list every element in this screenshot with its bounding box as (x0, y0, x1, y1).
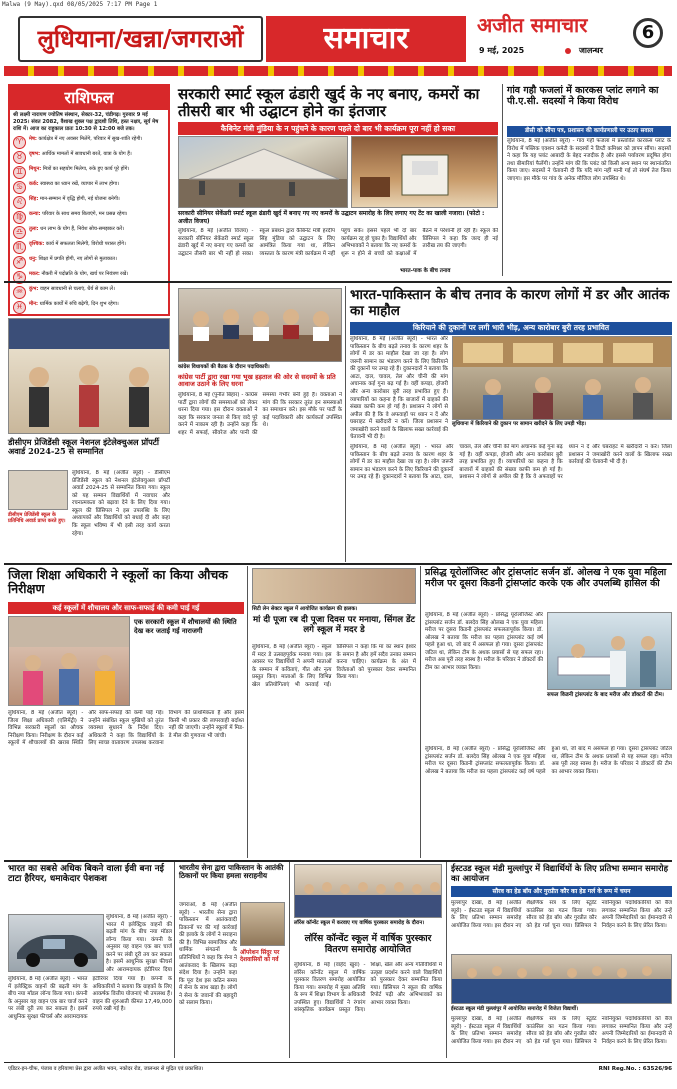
headline-mothers-day: मां दी पूजा रब दी पूजा दिवस पर मनाया, सिंगल डेंट लगे स्कूल में मदर डे (253, 615, 415, 635)
separator-dot-icon (565, 48, 571, 54)
zodiac-sign-icon: ♓ (13, 301, 26, 314)
caption-surgeon: सफल किडनी ट्रांसप्लांट के बाद मरीज और डॉक्टरों की टीम। (547, 692, 664, 698)
caption-indpak: लुधियाना में किरियाने की दुकान पर सामान खरीदने के लिए उमड़ी भीड़। (452, 421, 587, 427)
column-rule-5 (174, 862, 175, 1058)
body-council-a: मुल्लांपुर दाखा, 8 मई (अजीत ब्यूरो) - ईस्टउड स्कूल में विद्यार्थियों के लिए प्रतिभा सम्मान समारोह आयोजित किया गया। इस दौरान नए शैक्षणिक सत्र के लिए स्टूडेंट काउंसिल का गठन किया गया। सौरव को हेड बॉय और गुरप्रीत कौर को हेड गर्ल चुना गया। प्रिंसिपल ने नवनियुक्त पदाधिकारियों को बैज लगाकर सम्मानित किया और उन्हें अपनी जिम्मेदारियों का ईमानदारी से निर्वहन करने के लिए प्रेरित किया। (451, 900, 672, 929)
zodiac-forecast: आर्थिक मामलों में सावधानी बरतें, यात्रा के योग हैं। (41, 151, 132, 158)
headline-fazilka: गांव गहौ फजलां में कारकस प्लांट लगाने का पी.ए.सी. सदस्यों ने किया विरोध (507, 85, 659, 107)
section-title-box (18, 16, 263, 62)
subhead-deo: कई स्कूलों में शौचालय और साफ-सफाई की कमी पाई गई (8, 602, 244, 614)
zodiac-name: मकर: (29, 271, 40, 278)
horoscope-title: राशिफल (10, 86, 168, 110)
body-award: लुधियाना, 8 मई (अजीत ब्यूरो) - डीसीएम प्रेजिडेंसी स्कूल को नेशनल इंटेलेक्चुअल प्रॉपर्टी अवार्ड 2024-25 से सम्मानित किया गया। स्कूल को यह सम्मान विद्यार्थियों में नवाचार और रचनात्मकता को बढ़ावा देने के लिए दिया गया। स्कूल की प्रिंसिपल ने इस उपलब्धि के लिए अध्यापकों और विद्यार्थियों को बधाई दी और कहा कि स्कूल भविष्य में भी इसी तरह कार्य करता रहेगा। (72, 470, 170, 537)
column-rule-4 (420, 566, 421, 858)
body-meeting: लुधियाना, 8 मई (पुनीत बिहार) - कांग्रेस पार्टी द्वारा लोगों की समस्याओं को लेकर धरना दिया गया। इस दौरान वक्ताओं ने कहा कि सरकार जनता से किए वादे पूरे करने में नाकाम रही है। उन्होंने कहा कि शहर में सफाई, सीवरेज और पानी की समस्या गंभीर बनी हुई है। वक्ताओं ने मांग की कि सरकार तुरंत इन समस्याओं का समाधान करे। इस मौके पर पार्टी के कई पदाधिकारी और कार्यकर्ता उपस्थित थे। (178, 392, 342, 436)
classroom-photo-icon (352, 137, 498, 208)
print-slug: Malwa (9 May).qxd 08/05/2025 7:17 PM Page 1 (2, 1, 158, 8)
horizontal-rule-2 (4, 563, 672, 565)
subhead-fazilka: डीसी को सौंपा पत्र, प्रशासन की कार्यप्रणाली पर उठाए सवाल (507, 126, 671, 137)
zodiac-text (29, 166, 129, 173)
zodiac-forecast: कार्यक्षेत्र में नए अवसर मिलेंगे, परिवार में सुख-शांति रहेगी। (38, 136, 143, 143)
photo-award-ceremony (8, 318, 170, 434)
headline-meeting: कांग्रेस पार्टी द्वारा रखा गया भूख हड़ताल की ओर से सदस्यों के प्रति आवाज उठाने के लिए धरना (178, 373, 336, 389)
headline-deo: जिला शिक्षा अधिकारी ने स्कूलों का किया औचक निरीक्षण (8, 567, 228, 597)
headline-award: डीसीएम प्रेजिडेंसी स्कूल नेशनल इंटेलेक्चुअल प्रॉपर्टी अवार्ड 2024-25 से सम्मानित (8, 437, 160, 457)
group-photo-icon (295, 865, 442, 918)
photo-school-room (351, 136, 498, 208)
zodiac-row (10, 300, 168, 315)
zodiac-sign-icon: ♐ (13, 256, 26, 269)
zodiac-row (10, 285, 168, 300)
zodiac-row (10, 210, 168, 225)
body-surgeon-b: लुधियाना, 8 मई (अजीत ब्यूरो) - प्रसिद्ध यूरोलॉजिस्ट और ट्रांसप्लांट सर्जन डॉ. बलदेव सिंह ओलख ने एक युवा महिला मरीज पर दूसरा किडनी ट्रांसप्लांट सफलतापूर्वक किया। डॉ. ओलख ने बताया कि मरीज का पहला ट्रांसप्लांट कई वर्ष पहले हुआ था, जो बाद में असफल हो गया। दूसरा ट्रांसप्लांट जटिल था, लेकिन टीम के अथक प्रयासों से यह सफल रहा। मरीज अब पूरी तरह स्वस्थ है। मरीज के परिवार ने डॉक्टरों की टीम का आभार व्यक्त किया। (425, 746, 672, 775)
highlight-army: ऑपरेशन सिंदूर पर देशवासियों को गर्व (240, 950, 280, 964)
zodiac-forecast: कार्य में सफलता मिलेगी, विरोधी परास्त होंगे। (45, 241, 126, 248)
body-fazilka: लुधियाना, 8 मई (अजीत ब्यूरो) - गांव गहौ फजलां में प्रस्तावित कारकस प्लांट के विरोध में पब्लिक एक्शन कमेटी के सदस्यों ने डिप्टी कमिश्नर को ज्ञापन सौंपा। सदस्यों ने कहा कि यह प्लांट आबादी के बेहद नजदीक है और इससे पर्यावरण प्रदूषित होगा तथा बीमारियां फैलेंगी। उन्होंने मांग की कि प्लांट को किसी अन्य स्थान पर स्थानांतरित किया जाए। सदस्यों ने चेतावनी दी कि यदि मांग नहीं मानी गई तो संघर्ष तेज किया जाएगा। इस मौके पर गांव के अनेक मौजिज लोग उपस्थित थे। (507, 138, 671, 182)
zodiac-row (10, 135, 168, 150)
headline-surgeon: प्रसिद्ध यूरोलॉजिस्ट और ट्रांसप्लांट सर्जन डॉ. ओलख ने एक युवा महिला मरीज पर दूसरा किडनी ट्रांसप्लांट करके एक और उपलब्धि हासिल की (425, 567, 667, 589)
photo-meeting (178, 288, 342, 362)
photo-army-person (240, 902, 285, 946)
body-mothers-day: लुधियाना, 8 मई (अजीत ब्यूरो) - स्कूल में मदर डे उत्साहपूर्वक मनाया गया। इस अवसर पर विद्यार्थियों ने अपनी माताओं के सम्मान में कविताएं, गीत और नृत्य प्रस्तुत किए। माताओं के लिए विभिन्न खेल प्रतियोगिताएं भी करवाई गईं। प्रिंसिपल ने कहा कि मां का स्थान ईश्वर के समान है और हमें सदैव उनका सम्मान करना चाहिए। कार्यक्रम के अंत में विजेताओं को पुरस्कार देकर सम्मानित किया गया। (252, 644, 416, 688)
zodiac-forecast: मान-सम्मान में वृद्धि होगी, नई योजना बनेगी। (39, 196, 120, 203)
column-rule-2 (345, 286, 346, 562)
headline-convent: लॉरेंस कॉन्वेंट स्कूल में वार्षिक पुरस्कार वितरण समारोह आयोजित (304, 933, 432, 955)
zodiac-text (29, 241, 126, 248)
photo-school-tent (178, 136, 348, 208)
zodiac-row (10, 255, 168, 270)
zodiac-row (10, 195, 168, 210)
zodiac-name: मिथुन: (29, 166, 42, 173)
car-icon (9, 915, 104, 972)
students-photo-icon (452, 955, 672, 1004)
zodiac-sign-icon: ♈ (13, 136, 26, 149)
zodiac-text (29, 196, 120, 203)
section-title: लुधियाना/खन्ना/जगराओं (37, 23, 244, 53)
footer-registration: RNI Reg.No. : 63526/96 (598, 1066, 672, 1072)
body-council-b: मुल्लांपुर दाखा, 8 मई (अजीत ब्यूरो) - ईस्टउड स्कूल में विद्यार्थियों के लिए प्रतिभा सम्मान समारोह आयोजित किया गया। इस दौरान नए शैक्षणिक सत्र के लिए स्टूडेंट काउंसिल का गठन किया गया। सौरव को हेड बॉय और गुरप्रीत कौर को हेड गर्ल चुना गया। प्रिंसिपल ने नवनियुक्त पदाधिकारियों को बैज लगाकर सम्मानित किया और उन्हें अपनी जिम्मेदारियों का ईमानदारी से निर्वहन करने के लिए प्रेरित किया। (451, 1016, 672, 1045)
byline-school: भारत-पाक के बीच तनाव (400, 268, 451, 274)
body-ev-b: लुधियाना, 8 मई (अजीत ब्यूरो) - भारत में इलेक्ट्रिक वाहनों की बढ़ती मांग के बीच नया मॉडल लॉन्च किया गया। कंपनी के अनुसार यह वाहन एक बार चार्ज करने पर लंबी दूरी तय कर सकता है। इसमें आधुनिक सुरक्षा फीचर्स और आरामदायक इंटीरियर दिया गया है। कंपनी के अधिकारियों ने बताया कि ग्राहकों के लिए आकर्षक वित्तीय योजनाएं भी उपलब्ध हैं। वाहन की शुरुआती कीमत 17,49,000 रुपये रखी गई है। (8, 976, 172, 1020)
zodiac-row (10, 150, 168, 165)
headline-indpak: भारत-पाकिस्तान के बीच तनाव के कारण लोगों में डर और आतंक का माहौल (350, 287, 670, 319)
body-school: लुधियाना, 8 मई (अजीत विजय) - सरकारी सीनियर सेकेंडरी स्मार्ट स्कूल ढंडारी खुर्द में नए बनाए गए कमरों का उद्घाटन तीसरी बार भी नहीं हो सका। स्कूल प्रबंधन द्वारा कैबिनेट मंत्री हरदीप सिंह मुंडिया को उद्घाटन के लिए आमंत्रित किया गया था, लेकिन व्यस्तता के कारण मंत्री कार्यक्रम में नहीं पहुंच सके। इससे पहले भी दो बार कार्यक्रम रद्द हो चुका है। विद्यार्थियों और अभिभावकों ने बताया कि नए कमरों के शुरू न होने से बच्चों को कक्षाओं में बैठने में परेशानी हो रही है। स्कूल की प्रिंसिपल ने कहा कि जल्द ही नई तारीख तय की जाएगी। (178, 228, 498, 257)
pullquote-deo: एक सरकारी स्कूल में शौचालयों की स्थिति देख कर जताई गई नाराजगी (134, 618, 237, 636)
subhead-council: सौरव का हेड बॉय और गुरप्रीत कौर का हेड गर्ल के रूप में चयन (451, 886, 672, 897)
zodiac-sign-icon: ♉ (13, 151, 26, 164)
caption-mothers-day: सिटी लेन सेक्टर स्कूल में आयोजित कार्यक्रम की झलक। (252, 606, 358, 612)
doctor-team-photo-icon (548, 613, 672, 690)
grocery-photo-icon (453, 337, 672, 420)
zodiac-text (29, 286, 115, 293)
zodiac-sign-icon: ♑ (13, 271, 26, 284)
photo-council-group (451, 954, 672, 1004)
masthead (4, 12, 672, 78)
body-convent: लुधियाना, 8 मई (वाहेद खुरा) - लॉरेंस कॉन्वेंट स्कूल में वार्षिक पुरस्कार वितरण समारोह आयोजित किया गया। समारोह में मुख्य अतिथि के रूप में शिक्षा विभाग के अधिकारी उपस्थित हुए। विद्यार्थियों ने रंगारंग सांस्कृतिक कार्यक्रम प्रस्तुत किए। शिक्षा, खेल और अन्य गतिविधियों में उत्कृष्ट प्रदर्शन करने वाले विद्यार्थियों को पुरस्कार देकर सम्मानित किया गया। प्रिंसिपल ने स्कूल की वार्षिक रिपोर्ट पढ़ी और अभिभावकों का आभार व्यक्त किया। (294, 962, 442, 1014)
zodiac-text (29, 226, 124, 233)
column-rule (502, 84, 503, 276)
headline-army: भारतीय सेना द्वारा पाकिस्तान के आतंकी ठिकानों पर किया हमला सराहनीय (179, 863, 284, 881)
zodiac-sign-icon: ♒ (13, 286, 26, 299)
zodiac-sign-icon: ♍ (13, 211, 26, 224)
zodiac-name: मेष: (29, 136, 37, 143)
zodiac-name: कर्क: (29, 181, 39, 188)
zodiac-sign-icon: ♊ (13, 166, 26, 179)
zodiac-name: धनु: (29, 256, 37, 263)
school-visit-photo-icon (9, 617, 130, 706)
caption-meeting: कांग्रेस विधायकों की बैठक के दौरान पदाधिकारी। (178, 364, 270, 370)
zodiac-text (29, 301, 119, 308)
headline-school: सरकारी स्मार्ट स्कूल ढंडारी खुर्द के नए बनाए, कमरों का तीसरी बार भी उद्घाटन होने का इंतजार (178, 85, 480, 121)
caption-award: डीसीएम प्रेजिडेंसी स्कूल के प्रतिनिधि अवार्ड प्राप्त करते हुए। (8, 512, 66, 525)
zodiac-sign-icon: ♋ (13, 181, 26, 194)
zodiac-row (10, 240, 168, 255)
column-rule-6 (289, 862, 290, 1058)
zodiac-name: वृषभ: (29, 151, 41, 158)
zodiac-sign-icon: ♎ (13, 226, 26, 239)
horizontal-rule (4, 281, 672, 283)
zodiac-name: कन्या: (29, 211, 41, 218)
photo-award-small (8, 470, 68, 510)
photo-grocery-crowd (452, 336, 672, 420)
zodiac-forecast: मित्रों का सहयोग मिलेगा, रुके हुए कार्य पूरे होंगे। (42, 166, 130, 173)
photo-convent-award (294, 864, 442, 918)
headline-council: ईस्टउड स्कूल मंडी मुल्लांपुर में विद्यार्थियों के लिए प्रतिभा सम्मान समारोह का आयोजन (451, 863, 669, 883)
zodiac-text (29, 136, 142, 143)
zodiac-forecast: परिवार के साथ समय बिताएंगे, मन प्रसन्न रहेगा। (42, 211, 128, 218)
zodiac-forecast: धन लाभ के योग हैं, निवेश सोच-समझकर करें। (40, 226, 125, 233)
masthead-stripe (4, 66, 672, 76)
column-rule-3 (247, 566, 248, 858)
body-army: जगराओं, 8 मई (अजीत ब्यूरो) - भारतीय सेना द्वारा पाकिस्तान में आतंकवादी ठिकानों पर की गई कार्रवाई की इलाके के लोगों ने सराहना की है। विभिन्न सामाजिक और धार्मिक संगठनों के प्रतिनिधियों ने कहा कि सेना ने आतंकवाद के खिलाफ कड़ा संदेश दिया है। उन्होंने कहा कि पूरा देश इस कठिन समय में सेना के साथ खड़ा है। लोगों ने सेना के जवानों की बहादुरी को सलाम किया। (179, 902, 237, 1007)
horoscope-intro: श्री लक्ष्मी नारायण ज्योतिष संस्थान, सेक्टर-32, चंडीगढ़। गुरुवार 9 मई 2025। संवत 2082, वैशाख शुक्ल पक्ष द्वादशी तिथि, हस्त नक्षत्र, सूर्य मेष राशि में। आज का राहुकाल प्रातः 10:30 से 12:00 बजे तक। (13, 112, 159, 133)
zodiac-text (29, 151, 132, 158)
zodiac-row (10, 225, 168, 240)
body-deo: लुधियाना, 8 मई (अजीत ब्यूरो) - जिला शिक्षा अधिकारी (एलिमेंट्री) ने विभिन्न सरकारी स्कूलों का औचक निरीक्षण किया। निरीक्षण के दौरान कई स्कूलों में शौचालयों की खराब स्थिति और साफ-सफाई की कमी पाई गई। उन्होंने संबंधित स्कूल मुखियों को तुरंत व्यवस्था सुधारने के निर्देश दिए। अधिकारी ने कहा कि विद्यार्थियों के लिए स्वच्छ वातावरण उपलब्ध करवाना विभाग की प्राथमिकता है और इसमें किसी भी प्रकार की लापरवाही बर्दाश्त नहीं की जाएगी। उन्होंने स्कूलों में मिड-डे मील की गुणवत्ता भी जांची। (8, 710, 244, 747)
zodiac-forecast: वाहन सावधानी से चलाएं, धैर्य से काम लें। (39, 286, 115, 293)
headline-ev: भारत का सबसे अधिक बिकने वाला ईवी बना नई टाटा हैरियर, धमाकेदार पेशकश (8, 864, 164, 885)
photo-surgeon-team (547, 612, 672, 690)
zodiac-list (10, 135, 168, 315)
paper-name: अजीत समाचार (477, 13, 588, 37)
zodiac-name: सिंह: (29, 196, 39, 203)
column-rule-7 (446, 862, 447, 1058)
photo-ev-car (8, 914, 104, 972)
horizontal-rule-3 (4, 860, 672, 862)
zodiac-text (29, 271, 128, 278)
footer-rule (4, 1062, 672, 1063)
body-ev-a: लुधियाना, 8 मई (अजीत ब्यूरो) - भारत में इलेक्ट्रिक वाहनों की बढ़ती मांग के बीच नया मॉडल लॉन्च किया गया। कंपनी के अनुसार यह वाहन एक बार चार्ज करने पर लंबी दूरी तय कर सकता है। इसमें आधुनिक सुरक्षा फीचर्स और आरामदायक इंटीरियर दिया (106, 914, 172, 972)
page-number: 6 (633, 18, 663, 48)
zodiac-forecast: धार्मिक कार्यों में रुचि बढ़ेगी, दिन शुभ रहेगा। (39, 301, 119, 308)
meeting-photo-icon (179, 289, 342, 362)
body-surgeon-a: लुधियाना, 8 मई (अजीत ब्यूरो) - प्रसिद्ध यूरोलॉजिस्ट और ट्रांसप्लांट सर्जन डॉ. बलदेव सिंह ओलख ने एक युवा महिला मरीज पर दूसरा किडनी ट्रांसप्लांट सफलतापूर्वक किया। डॉ. ओलख ने बताया कि मरीज का पहला ट्रांसप्लांट कई वर्ष पहले हुआ था, जो बाद में असफल हो गया। दूसरा ट्रांसप्लांट जटिल था, लेकिन टीम के अथक प्रयासों से यह सफल रहा। मरीज अब पूरी तरह स्वस्थ है। मरीज के परिवार ने डॉक्टरों की टीम का आभार व्यक्त किया। (425, 612, 543, 671)
subhead-school: कैबिनेट मंत्री मुंडिया के न पहुंचने के कारण पहले दो बार भी कार्यक्रम पूरा नहीं हो सका (178, 122, 498, 135)
caption-convent: लॉरेंस कॉन्वेंट स्कूल में करवाए गए वार्षिक पुरस्कार समारोह के दौरान। (294, 920, 425, 926)
zodiac-forecast: नौकरी में पदोन्नति के योग, खर्च पर नियंत्रण रखें। (41, 271, 129, 278)
tent-photo-icon (179, 137, 348, 208)
zodiac-sign-icon: ♏ (13, 241, 26, 254)
section-banner (266, 16, 466, 62)
section-banner-title: समाचार (323, 20, 409, 56)
zodiac-text (29, 256, 117, 263)
issue-date: 9 मई, 2025 (479, 46, 525, 55)
zodiac-name: वृश्चिक: (29, 241, 45, 248)
zodiac-text (29, 181, 119, 188)
body-indpak-a: लुधियाना, 8 मई (अजीत ब्यूरो) - भारत और पाकिस्तान के बीच बढ़ते तनाव के कारण शहर के लोगों में डर का माहौल देखा जा रहा है। लोग जरूरी सामान का भंडारण करने के लिए किरियाने की दुकानों पर उमड़ रहे हैं। दुकानदारों ने बताया कि आटा, दाल, चावल, तेल और चीनी की मांग अचानक कई गुना बढ़ गई है। वहीं कपड़ा, होजरी और अन्य कारोबार बुरी तरह प्रभावित हुए हैं। व्यापारियों का कहना है कि बाजारों में ग्राहकों की संख्या काफी कम हो गई है। प्रशासन ने लोगों से अपील की है कि वे अफवाहों पर ध्यान न दें और घबराहट में खरीदारी न करें। जिला प्रशासन ने जमाखोरी करने वालों के खिलाफ सख्त कार्रवाई की चेतावनी भी दी है। (350, 336, 448, 441)
footer-imprint: एडिटर-इन-चीफ, पंजाब व हरियाणा प्रेस द्वारा अजीत भवन, नकोदर रोड, जालन्धर से मुद्रित एवं प्रकाशित। (8, 1066, 204, 1072)
zodiac-text (29, 211, 128, 218)
zodiac-row (10, 165, 168, 180)
zodiac-name: मीन: (29, 301, 39, 308)
zodiac-forecast: स्वास्थ्य का ध्यान रखें, व्यापार में लाभ होगा। (40, 181, 120, 188)
zodiac-name: कुंभ: (29, 286, 39, 293)
zodiac-name: तुला: (29, 226, 39, 233)
photo-mothers-day (252, 568, 416, 604)
award-photo-icon (9, 319, 170, 434)
body-indpak-b: लुधियाना, 8 मई (अजीत ब्यूरो) - भारत और पाकिस्तान के बीच बढ़ते तनाव के कारण शहर के लोगों में डर का माहौल देखा जा रहा है। लोग जरूरी सामान का भंडारण करने के लिए किरियाने की दुकानों पर उमड़ रहे हैं। दुकानदारों ने बताया कि आटा, दाल, चावल, तेल और चीनी की मांग अचानक कई गुना बढ़ गई है। वहीं कपड़ा, होजरी और अन्य कारोबार बुरी तरह प्रभावित हुए हैं। व्यापारियों का कहना है कि बाजारों में ग्राहकों की संख्या काफी कम हो गई है। प्रशासन ने लोगों से अपील की है कि वे अफवाहों पर ध्यान न दें और घबराहट में खरीदारी न करें। जिला प्रशासन ने जमाखोरी करने वालों के खिलाफ सख्त कार्रवाई की चेतावनी भी दी है। (350, 444, 672, 481)
subhead-indpak: किरियाने की दुकानों पर लगी भारी भीड़, अन्य कारोबार बुरी तरह प्रभावित (350, 322, 672, 335)
zodiac-row (10, 180, 168, 195)
caption-school: सरकारी सीनियर सेकेंडरी स्मार्ट स्कूल ढंडारी खुर्द में बनाए गए नए कमरों के उद्घाटन समारोह के लिए लगाए गए टेंट का खाली नजारा। (फोटो : अजीत विजय) (178, 210, 485, 225)
zodiac-forecast: शिक्षा में प्रगति होगी, नए लोगों से मुलाकात। (38, 256, 117, 263)
issue-city: जालन्धर (579, 46, 603, 55)
zodiac-sign-icon: ♌ (13, 196, 26, 209)
caption-council: ईस्टउड स्कूल मंडी मुल्लांपुर में आयोजित समारोह में विजेता विद्यार्थी। (451, 1006, 579, 1012)
photo-deo-visit (8, 616, 130, 706)
